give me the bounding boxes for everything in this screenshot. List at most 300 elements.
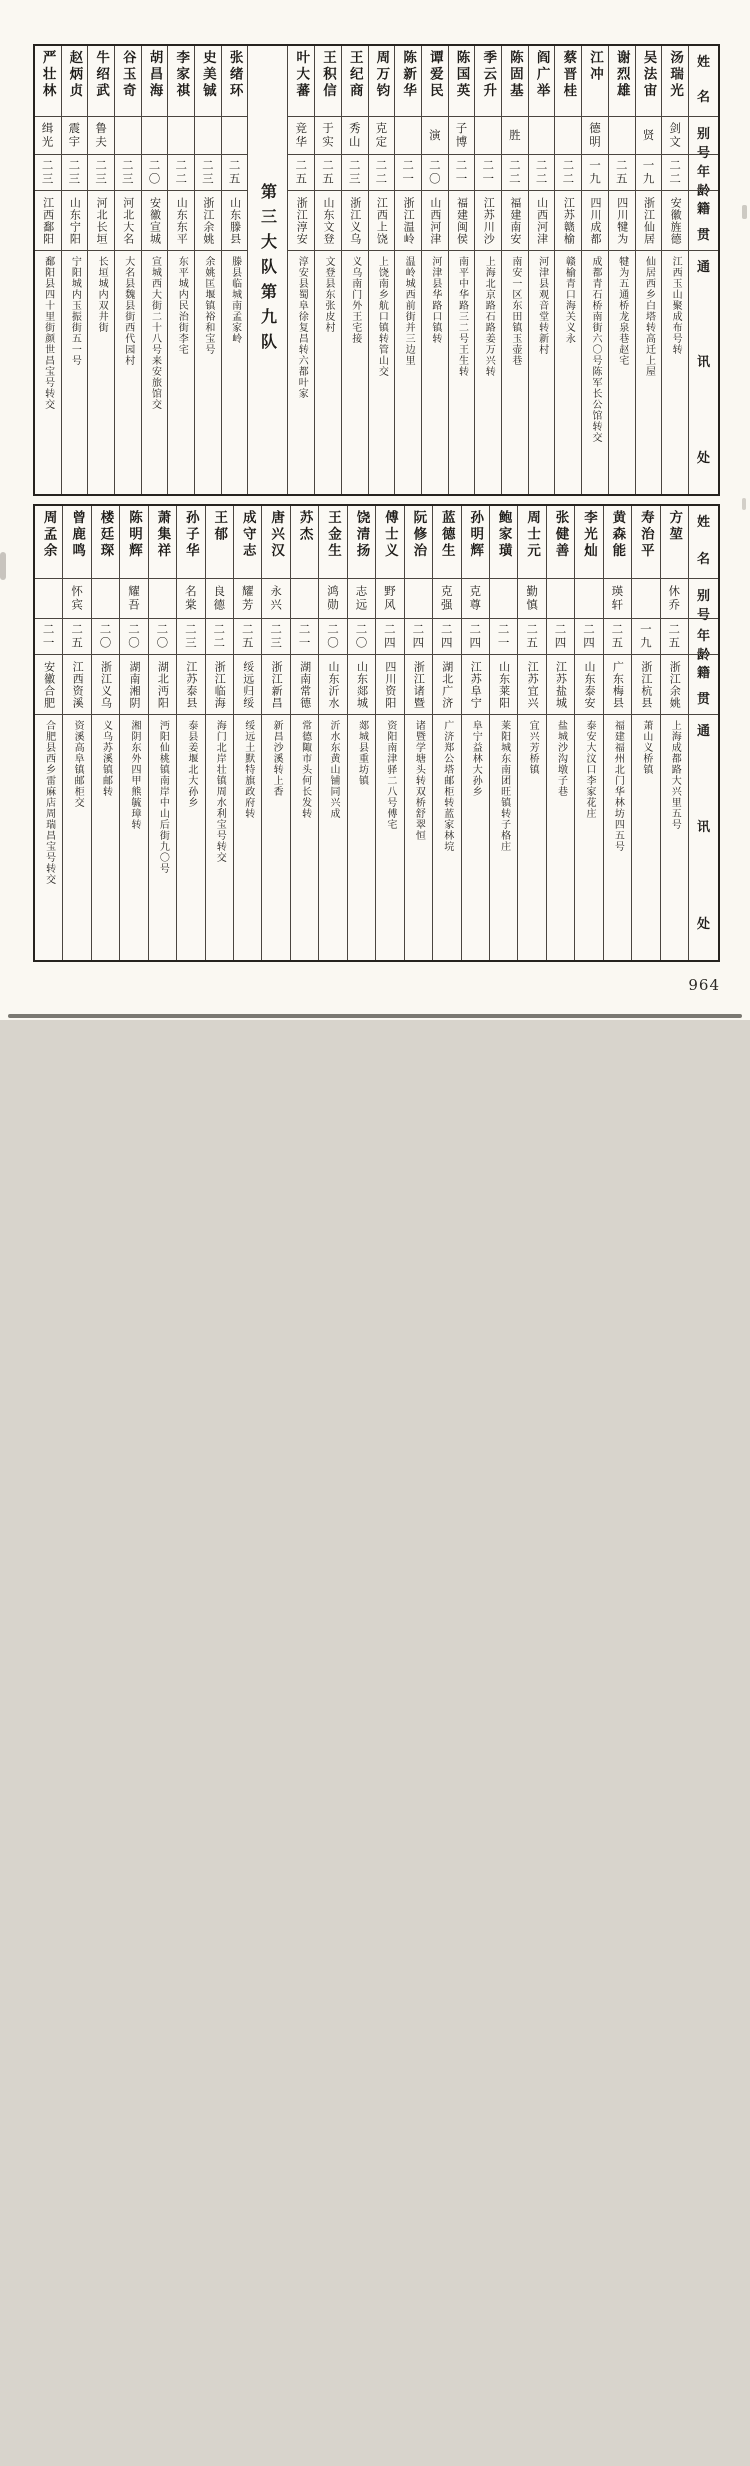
person-address: 上海成都路大兴里五号 xyxy=(669,720,681,830)
age-cell xyxy=(342,154,368,190)
person-origin: 山东滕县 xyxy=(228,196,242,245)
roster-table-top xyxy=(33,44,720,496)
person-name: 周士元 xyxy=(524,510,541,560)
alias-cell xyxy=(462,578,489,618)
person-age: 二五 xyxy=(610,623,625,650)
header-column xyxy=(688,46,718,494)
address-cell xyxy=(518,714,545,960)
origin-cell xyxy=(291,654,318,714)
person-age: 一九 xyxy=(638,623,653,650)
age-cell xyxy=(291,618,318,654)
alias-cell xyxy=(547,578,574,618)
address-cell xyxy=(35,250,61,494)
age-cell xyxy=(475,154,501,190)
person-address: 宁阳城内玉振街五一号 xyxy=(69,256,81,366)
header-char: 贯 xyxy=(696,227,710,243)
person-name: 孙明辉 xyxy=(467,510,484,560)
person-column xyxy=(261,506,289,960)
age-cell xyxy=(405,618,432,654)
person-name: 孙子华 xyxy=(182,510,199,560)
person-address: 诸暨学塘头转双桥舒翠恒 xyxy=(413,720,425,841)
person-origin: 绥远归绥 xyxy=(241,660,255,709)
name-cell xyxy=(348,506,375,578)
origin-cell xyxy=(518,654,545,714)
age-cell xyxy=(63,618,90,654)
person-address: 东平城内民治街李宅 xyxy=(176,256,188,355)
person-address: 泰县姜堰北大孙乡 xyxy=(185,720,197,808)
name-cell xyxy=(234,506,261,578)
person-name: 王积信 xyxy=(320,50,336,100)
person-address: 萧山义桥镇 xyxy=(640,720,652,775)
alias-cell xyxy=(149,578,176,618)
address-cell xyxy=(35,714,62,2466)
person-age: 二五 xyxy=(525,623,540,650)
person-column xyxy=(660,506,688,960)
name-cell xyxy=(529,46,555,116)
person-address: 沂水东黄山铺同兴成 xyxy=(328,720,340,819)
origin-cell xyxy=(395,190,421,250)
header-char: 龄 xyxy=(696,648,710,664)
person-origin: 江苏阜宁 xyxy=(469,660,483,709)
person-address: 常德陬市头何长发转 xyxy=(299,720,311,819)
age-cell xyxy=(422,154,448,190)
origin-cell xyxy=(575,654,602,714)
person-name: 傅士义 xyxy=(381,510,398,560)
person-column xyxy=(176,506,204,960)
age-cell xyxy=(575,618,602,654)
person-column xyxy=(574,506,602,960)
person-age: 二四 xyxy=(468,623,483,650)
name-cell xyxy=(433,506,460,578)
address-cell xyxy=(348,714,375,960)
address-cell xyxy=(405,714,432,2466)
person-name: 王纪商 xyxy=(346,50,363,100)
person-address: 犍为五通桥龙泉巷赵宅 xyxy=(616,256,628,366)
person-name: 阎广举 xyxy=(533,50,550,100)
name-cell xyxy=(168,46,194,116)
person-address: 湘阴东外四甲熊毓璋转 xyxy=(128,720,140,830)
alias-cell xyxy=(433,578,460,618)
name-cell xyxy=(262,506,289,578)
person-name: 王金生 xyxy=(325,510,342,560)
person-origin: 浙江仙居 xyxy=(642,196,656,245)
address-cell xyxy=(234,714,261,960)
person-age: 二五 xyxy=(240,623,255,650)
alias-cell xyxy=(88,116,114,154)
address-cell xyxy=(376,714,403,960)
origin-cell xyxy=(609,190,635,250)
person-address: 温岭城西前街并三边里 xyxy=(403,256,415,366)
person-column xyxy=(35,506,62,960)
person-address: 绥远土默特旗政府转 xyxy=(242,720,254,819)
alias-cell xyxy=(490,578,517,618)
name-cell xyxy=(632,506,659,578)
alias-cell xyxy=(142,116,168,154)
name-cell xyxy=(376,506,403,578)
name-cell xyxy=(582,46,608,116)
header-age-label xyxy=(696,625,710,664)
person-alias: 勤慎 xyxy=(525,585,540,612)
person-age: 二四 xyxy=(411,623,426,650)
alias-cell xyxy=(405,578,432,618)
person-address: 余姚匡堰镇裕和宝号 xyxy=(202,256,214,355)
header-char: 讯 xyxy=(696,820,710,836)
header-address-label xyxy=(697,720,710,932)
header-origin-cell xyxy=(689,654,718,714)
address-cell xyxy=(177,714,204,960)
header-char: 号 xyxy=(696,608,710,624)
origin-cell xyxy=(662,190,688,250)
person-name: 楼廷琛 xyxy=(97,510,114,560)
person-origin: 湖南常德 xyxy=(298,660,312,709)
header-char: 籍 xyxy=(696,666,710,682)
person-address: 义乌南门外王宅接 xyxy=(349,256,361,344)
address-cell xyxy=(319,714,346,960)
person-address: 仙居西乡白塔转高迁上屋 xyxy=(643,256,655,377)
origin-cell xyxy=(555,190,581,250)
person-origin: 浙江临海 xyxy=(213,660,227,709)
address-cell xyxy=(604,714,631,960)
person-age: 二一 xyxy=(496,623,511,650)
name-cell xyxy=(490,506,517,578)
person-alias: 鲁夫 xyxy=(94,122,109,149)
alias-cell xyxy=(348,578,375,618)
alias-cell xyxy=(319,578,346,618)
age-cell xyxy=(604,618,631,654)
person-origin: 四川资阳 xyxy=(383,660,397,709)
person-origin: 江西鄱阳 xyxy=(41,196,55,245)
person-origin: 浙江义乌 xyxy=(99,660,113,709)
person-address: 南平中华路三二号王生转 xyxy=(456,256,468,377)
scan-edge-artifact xyxy=(8,1014,742,1018)
person-origin: 江苏泰县 xyxy=(184,660,198,709)
person-age: 二〇 xyxy=(326,623,341,650)
header-alias-cell xyxy=(689,578,718,624)
age-cell xyxy=(195,154,221,190)
age-cell xyxy=(609,154,635,190)
header-name-label xyxy=(697,511,710,567)
person-name: 赵炳贞 xyxy=(66,50,83,100)
person-column xyxy=(635,46,662,494)
header-address-cell xyxy=(689,250,718,494)
person-origin: 山东沂水 xyxy=(327,660,341,709)
person-age: 二五 xyxy=(321,159,335,186)
address-cell xyxy=(288,250,314,494)
person-origin: 江苏川沙 xyxy=(482,196,496,245)
alias-cell xyxy=(35,578,62,618)
person-address: 阜宁益林大孙乡 xyxy=(470,720,482,797)
person-name: 苏杰 xyxy=(296,510,313,543)
person-address: 滕县临城南孟家岭 xyxy=(229,256,241,344)
person-address: 海门北岸壮镇周水利宝号转交 xyxy=(214,720,226,863)
person-age: 二三 xyxy=(40,159,55,186)
age-cell xyxy=(88,154,114,190)
age-cell xyxy=(62,154,88,190)
address-cell xyxy=(575,714,602,2466)
person-alias: 耀吾 xyxy=(126,585,141,612)
person-origin: 浙江余姚 xyxy=(201,196,215,245)
name-cell xyxy=(604,506,631,578)
person-column xyxy=(461,506,489,960)
person-address: 鄱阳县四十里街颜世昌宝号转交 xyxy=(42,256,54,410)
origin-cell xyxy=(62,190,88,250)
header-char: 别 xyxy=(696,127,710,143)
name-cell xyxy=(369,46,395,116)
person-name: 蔡晋桂 xyxy=(560,50,577,100)
alias-cell xyxy=(518,578,545,618)
name-cell xyxy=(291,506,318,578)
person-column xyxy=(528,46,555,494)
alias-cell xyxy=(92,578,119,618)
person-name: 阮修治 xyxy=(410,510,427,560)
person-name: 萧集祥 xyxy=(154,510,171,560)
age-cell xyxy=(662,154,688,190)
header-char: 名 xyxy=(696,551,710,567)
alias-cell xyxy=(582,116,608,154)
address-cell xyxy=(582,250,608,494)
name-cell xyxy=(206,506,233,578)
person-age: 二五 xyxy=(294,159,309,186)
alias-cell xyxy=(120,578,147,618)
person-address: 上饶南乡航口镇转管山交 xyxy=(376,256,388,377)
address-cell xyxy=(92,714,119,2466)
name-cell xyxy=(319,506,346,578)
person-column xyxy=(290,506,318,960)
origin-cell xyxy=(262,654,289,714)
person-name: 谷玉奇 xyxy=(119,50,136,100)
person-alias: 怀宾 xyxy=(70,585,85,612)
person-origin: 山西河津 xyxy=(428,196,442,245)
alias-cell xyxy=(502,116,528,154)
origin-cell xyxy=(35,654,62,714)
name-cell xyxy=(35,46,61,116)
alias-cell xyxy=(206,578,233,618)
person-age: 二四 xyxy=(439,623,454,650)
scanned-roster-page xyxy=(0,0,750,1020)
person-column xyxy=(517,506,545,960)
origin-cell xyxy=(88,190,114,250)
person-age: 二四 xyxy=(382,623,397,650)
name-cell xyxy=(555,46,581,116)
roster-table-bottom xyxy=(33,504,720,962)
age-cell xyxy=(490,618,517,654)
person-name: 唐兴汉 xyxy=(268,510,285,560)
person-name: 周万钧 xyxy=(373,50,390,100)
person-column xyxy=(501,46,528,494)
person-column xyxy=(119,506,147,960)
person-age: 二一 xyxy=(41,623,56,650)
person-address: 广济郑公塔邮柜转蓝家林垸 xyxy=(441,720,453,852)
header-char: 贯 xyxy=(696,691,710,707)
age-cell xyxy=(177,618,204,654)
address-cell xyxy=(462,714,489,960)
header-age-cell xyxy=(689,618,718,664)
header-address-label xyxy=(697,256,710,466)
address-cell xyxy=(662,250,688,494)
alias-cell xyxy=(177,578,204,618)
alias-cell xyxy=(575,578,602,618)
person-address: 赣榆青口海关义永 xyxy=(563,256,575,344)
age-cell xyxy=(120,618,147,654)
person-column xyxy=(631,506,659,960)
address-cell xyxy=(490,714,517,2466)
origin-cell xyxy=(315,190,341,250)
header-char: 通 xyxy=(696,724,710,739)
name-cell xyxy=(662,46,688,116)
scan-mark-artifact xyxy=(742,205,747,219)
header-address-cell xyxy=(689,714,718,960)
age-cell xyxy=(92,618,119,654)
person-address: 大名县魏县街西代园村 xyxy=(122,256,134,366)
name-cell xyxy=(63,506,90,578)
address-cell xyxy=(369,250,395,494)
person-column xyxy=(205,506,233,960)
name-cell xyxy=(342,46,368,116)
person-origin: 湖南湘阴 xyxy=(127,660,141,709)
age-cell xyxy=(376,618,403,654)
scan-mark-artifact xyxy=(742,498,746,510)
origin-cell xyxy=(222,190,248,250)
person-address: 沔阳仙桃镇南岸中山后街九〇号 xyxy=(157,720,169,874)
person-alias: 良德 xyxy=(212,585,227,612)
person-name: 谢烈雄 xyxy=(613,50,630,100)
person-alias: 休乔 xyxy=(667,585,682,612)
header-char: 讯 xyxy=(696,355,710,371)
name-cell xyxy=(475,46,501,116)
person-address: 合肥县西乡雷麻店周瑞昌宝号转交 xyxy=(43,720,55,885)
header-origin-label xyxy=(697,662,710,706)
person-origin: 江西资溪 xyxy=(71,660,85,709)
origin-cell xyxy=(149,654,176,714)
name-cell xyxy=(149,506,176,578)
person-name: 曾鹿鸣 xyxy=(69,510,86,560)
header-age-cell xyxy=(689,154,718,200)
person-origin: 山东郯城 xyxy=(355,660,369,709)
address-cell xyxy=(433,714,460,960)
person-age: 二〇 xyxy=(354,623,369,650)
age-cell xyxy=(661,618,688,654)
origin-cell xyxy=(288,190,314,250)
address-cell xyxy=(262,714,289,960)
person-alias: 耀芳 xyxy=(240,585,255,612)
header-name-label xyxy=(697,51,710,105)
header-name-cell xyxy=(689,506,718,578)
alias-cell xyxy=(376,578,403,618)
person-address: 南安一区东田镇玉壶巷 xyxy=(509,256,521,366)
name-cell xyxy=(462,506,489,578)
person-address: 泰安大汶口李家花庄 xyxy=(583,720,595,819)
person-alias: 克强 xyxy=(439,585,454,612)
person-alias: 胜 xyxy=(507,128,522,143)
person-column xyxy=(194,46,221,494)
address-cell xyxy=(315,250,341,494)
origin-cell xyxy=(529,190,555,250)
age-cell xyxy=(449,154,475,190)
person-column xyxy=(546,506,574,960)
page-number: 964 xyxy=(688,976,720,994)
name-cell xyxy=(142,46,168,116)
person-origin: 浙江温岭 xyxy=(402,196,416,245)
origin-cell xyxy=(168,190,194,250)
name-cell xyxy=(120,506,147,578)
person-address: 河津县华路口镇转 xyxy=(429,256,441,344)
person-origin: 山东文登 xyxy=(322,196,335,245)
person-address: 文登县东张皮村 xyxy=(323,256,334,333)
alias-cell xyxy=(291,578,318,618)
person-column xyxy=(87,46,114,494)
person-name: 陈新华 xyxy=(400,50,417,100)
person-column xyxy=(421,46,448,494)
age-cell xyxy=(319,618,346,654)
scan-smudge-artifact xyxy=(0,552,6,580)
person-origin: 四川犍为 xyxy=(615,196,629,245)
person-alias: 志远 xyxy=(354,585,369,612)
age-cell xyxy=(234,618,261,654)
header-age-label xyxy=(696,161,710,200)
person-name: 蓝德生 xyxy=(438,510,455,560)
person-name: 陈国英 xyxy=(453,50,470,100)
person-column xyxy=(287,46,314,494)
person-column xyxy=(61,46,88,494)
alias-cell xyxy=(475,116,501,154)
person-origin: 山东宁阳 xyxy=(68,196,82,245)
alias-cell xyxy=(449,116,475,154)
origin-cell xyxy=(636,190,662,250)
person-address: 河津县观音堂转新村 xyxy=(536,256,548,355)
person-name: 王郁 xyxy=(211,510,228,543)
origin-cell xyxy=(63,654,90,714)
name-cell xyxy=(315,46,341,116)
alias-cell xyxy=(636,116,662,154)
person-address: 宣城西大街二十八号来安旅馆交 xyxy=(149,256,161,410)
person-origin: 江西上饶 xyxy=(375,196,389,245)
person-alias: 震宇 xyxy=(67,122,82,149)
person-origin: 山东莱阳 xyxy=(497,660,511,709)
alias-cell xyxy=(555,116,581,154)
person-origin: 江苏赣榆 xyxy=(562,196,576,245)
person-address: 淳安县蜀阜徐复昌转六都叶家 xyxy=(296,256,308,399)
origin-cell xyxy=(206,654,233,714)
header-char: 年 xyxy=(696,629,710,645)
person-alias: 竞华 xyxy=(294,122,309,149)
person-age: 二二 xyxy=(534,159,549,186)
alias-cell xyxy=(369,116,395,154)
header-char: 别 xyxy=(696,589,710,605)
person-alias: 克尊 xyxy=(468,585,483,612)
origin-cell xyxy=(661,654,688,714)
origin-cell xyxy=(490,654,517,714)
person-origin: 浙江诸暨 xyxy=(412,660,426,709)
person-name: 周孟余 xyxy=(40,510,57,560)
person-age: 二一 xyxy=(401,159,416,186)
name-cell xyxy=(395,46,421,116)
origin-cell xyxy=(319,654,346,714)
name-cell xyxy=(518,506,545,578)
name-cell xyxy=(115,46,141,116)
person-column xyxy=(554,46,581,494)
person-origin: 福建南安 xyxy=(508,196,522,245)
person-column xyxy=(581,46,608,494)
person-origin: 湖北广济 xyxy=(440,660,454,709)
alias-cell xyxy=(195,116,221,154)
person-age: 二三 xyxy=(183,623,198,650)
address-cell xyxy=(62,250,88,494)
person-column xyxy=(661,46,688,494)
person-origin: 浙江义乌 xyxy=(348,196,362,245)
person-column xyxy=(404,506,432,960)
address-cell xyxy=(342,250,368,494)
person-address: 福建福州北门华林坊四五号 xyxy=(612,720,624,852)
